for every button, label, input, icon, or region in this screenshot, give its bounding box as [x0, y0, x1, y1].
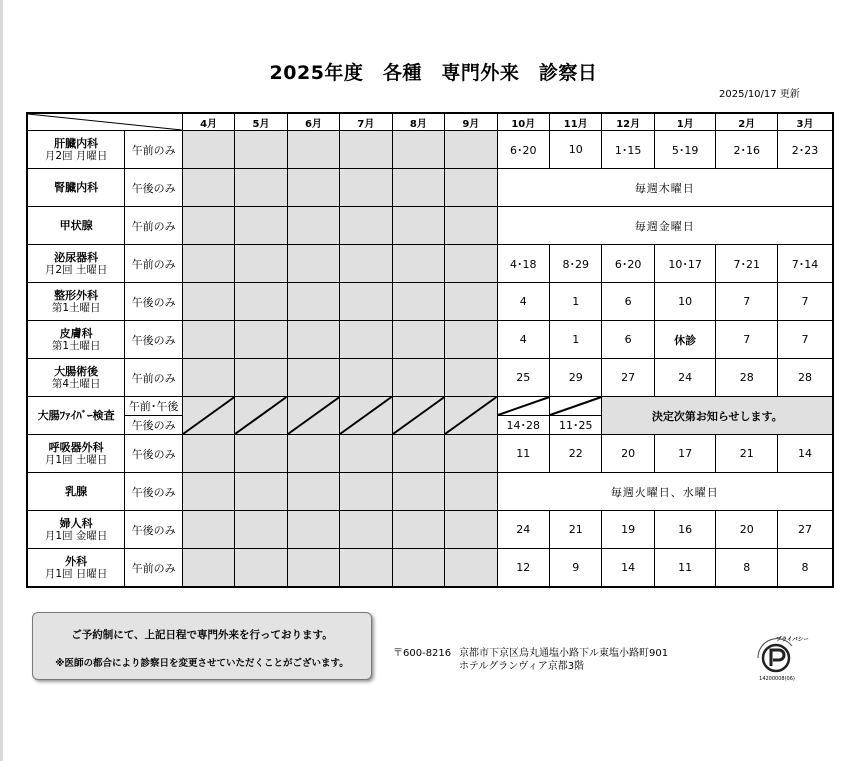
session-time: 午後のみ	[125, 416, 182, 435]
session-time: 午後のみ	[125, 511, 182, 549]
past-month-cell	[287, 131, 339, 169]
date-cell: 20	[716, 511, 778, 549]
updated-date: 2025/10/17 更新	[719, 89, 800, 100]
department-schedule: 月1回 日曜日	[44, 567, 108, 580]
date-cell: 11	[654, 549, 716, 588]
date-cell: 5･19	[654, 131, 716, 169]
session-time: 午後のみ	[125, 169, 182, 207]
past-month-cell	[235, 283, 287, 321]
page-title: 2025年度 各種 専門外来 診察日	[269, 62, 598, 84]
date-cell: 11	[497, 435, 549, 473]
past-month-cell	[287, 245, 339, 283]
past-month-cell	[340, 245, 392, 283]
date-cell: 20	[602, 435, 654, 473]
department-name	[27, 283, 125, 321]
date-cell: 10	[654, 283, 716, 321]
address-block	[393, 647, 668, 673]
department-name	[27, 207, 125, 245]
department-label: 腎臓内科	[54, 181, 99, 194]
weekly-schedule: 毎週木曜日	[497, 169, 833, 207]
date-cell: 7	[716, 283, 778, 321]
past-month-cell	[392, 245, 444, 283]
not-applicable-cell	[550, 397, 602, 416]
department-name	[27, 549, 125, 588]
month-header: 11月	[550, 113, 602, 131]
department-name	[27, 435, 125, 473]
past-month-cell	[340, 511, 392, 549]
department-schedule: 第1土曜日	[51, 301, 101, 314]
past-month-cell	[287, 359, 339, 397]
schedule-row	[27, 169, 833, 207]
past-month-cell	[182, 511, 234, 549]
month-header: 8月	[392, 113, 444, 131]
past-month-cell	[182, 473, 234, 511]
schedule-row	[27, 359, 833, 397]
date-cell: 7･21	[716, 245, 778, 283]
department-name	[27, 511, 125, 549]
past-month-cell	[235, 321, 287, 359]
schedule-row	[27, 321, 833, 359]
schedule-table	[26, 112, 834, 588]
not-applicable-cell	[182, 397, 234, 435]
department-label: 泌尿器科	[54, 250, 99, 264]
session-time: 午前のみ	[125, 245, 182, 283]
past-month-cell	[287, 321, 339, 359]
date-cell: 17	[654, 435, 716, 473]
past-month-cell	[287, 511, 339, 549]
month-header: 9月	[445, 113, 497, 131]
past-month-cell	[287, 207, 339, 245]
address-line-2: ホテルグランヴィア京都3階	[459, 661, 585, 672]
month-header: 7月	[340, 113, 392, 131]
month-header: 6月	[287, 113, 339, 131]
session-time: 午前のみ	[125, 131, 182, 169]
past-month-cell	[392, 207, 444, 245]
past-month-cell	[445, 283, 497, 321]
date-cell: 7･14	[777, 245, 833, 283]
past-month-cell	[182, 169, 234, 207]
not-applicable-cell	[497, 397, 549, 416]
past-month-cell	[445, 131, 497, 169]
not-applicable-cell	[340, 397, 392, 435]
past-month-cell	[287, 473, 339, 511]
past-month-cell	[340, 549, 392, 588]
month-header: 2月	[716, 113, 778, 131]
month-header: 3月	[777, 113, 833, 131]
left-edge-strip	[0, 0, 3, 761]
month-header: 4月	[182, 113, 234, 131]
past-month-cell	[392, 435, 444, 473]
not-applicable-cell	[235, 397, 287, 435]
date-cell: 14	[777, 435, 833, 473]
weekly-schedule: 毎週火曜日、水曜日	[497, 473, 833, 511]
not-applicable-cell	[287, 397, 339, 435]
past-month-cell	[182, 207, 234, 245]
past-month-cell	[340, 131, 392, 169]
date-cell: 16	[654, 511, 716, 549]
department-schedule: 第4土曜日	[51, 377, 101, 390]
not-applicable-cell	[392, 397, 444, 435]
schedule-row	[27, 245, 833, 283]
month-header: 10月	[497, 113, 549, 131]
date-cell: 8･29	[550, 245, 602, 283]
past-month-cell	[287, 549, 339, 588]
date-cell: 8	[716, 549, 778, 588]
past-month-cell	[445, 511, 497, 549]
date-cell: 7	[777, 283, 833, 321]
department-label: 婦人科	[59, 516, 93, 530]
department-label: 皮膚科	[59, 326, 93, 340]
date-cell: 12	[497, 549, 549, 588]
past-month-cell	[340, 207, 392, 245]
past-month-cell	[235, 169, 287, 207]
date-cell: 4･18	[497, 245, 549, 283]
date-cell: 4	[497, 321, 549, 359]
past-month-cell	[392, 131, 444, 169]
past-month-cell	[392, 473, 444, 511]
past-month-cell	[392, 169, 444, 207]
date-cell: 21	[716, 435, 778, 473]
month-header: 1月	[654, 113, 716, 131]
department-label: 外科	[65, 554, 88, 568]
postal-code: 〒600-8216	[393, 648, 452, 659]
past-month-cell	[182, 321, 234, 359]
department-name	[27, 397, 125, 435]
svg-text:14200008(06): 14200008(06)	[759, 676, 795, 682]
past-month-cell	[340, 169, 392, 207]
notice-line-1: ご予約制にて、上記日程で専門外来を行っております。	[71, 629, 333, 641]
session-time: 午後のみ	[125, 473, 182, 511]
department-label: 呼吸器外科	[48, 440, 104, 454]
past-month-cell	[445, 435, 497, 473]
privacy-mark-logo	[752, 634, 809, 682]
date-cell: 6･20	[497, 131, 549, 169]
notice-line-2: ※医師の都合により診察日を変更させていただくことがございます。	[55, 658, 349, 669]
department-schedule: 第1土曜日	[51, 339, 101, 352]
department-label: 甲状腺	[59, 219, 93, 232]
date-cell: 22	[550, 435, 602, 473]
department-name	[27, 321, 125, 359]
weekly-schedule: 毎週金曜日	[497, 207, 833, 245]
date-cell: 25	[497, 359, 549, 397]
date-cell: 24	[654, 359, 716, 397]
date-cell: 14	[602, 549, 654, 588]
date-cell: 11･25	[550, 416, 602, 435]
past-month-cell	[445, 169, 497, 207]
header-row	[27, 113, 833, 131]
date-cell: 2･23	[777, 131, 833, 169]
department-label: 整形外科	[54, 288, 99, 302]
department-label: 乳腺	[65, 485, 88, 498]
date-cell: 28	[716, 359, 778, 397]
month-header: 12月	[602, 113, 654, 131]
past-month-cell	[340, 321, 392, 359]
date-cell: 1･15	[602, 131, 654, 169]
past-month-cell	[392, 511, 444, 549]
past-month-cell	[182, 359, 234, 397]
past-month-cell	[235, 435, 287, 473]
past-month-cell	[340, 359, 392, 397]
date-cell: 1	[550, 321, 602, 359]
past-month-cell	[182, 283, 234, 321]
past-month-cell	[182, 131, 234, 169]
past-month-cell	[392, 283, 444, 321]
date-cell: 24	[497, 511, 549, 549]
past-month-cell	[287, 283, 339, 321]
past-month-cell	[235, 245, 287, 283]
past-month-cell	[340, 435, 392, 473]
date-cell: 1	[550, 283, 602, 321]
past-month-cell	[235, 549, 287, 588]
to-be-announced: 決定次第お知らせします。	[602, 397, 833, 435]
past-month-cell	[182, 435, 234, 473]
date-cell: 14･28	[497, 416, 549, 435]
month-header: 5月	[235, 113, 287, 131]
past-month-cell	[392, 321, 444, 359]
date-cell: 4	[497, 283, 549, 321]
schedule-row	[27, 207, 833, 245]
past-month-cell	[340, 473, 392, 511]
department-schedule: 月1回 金曜日	[44, 529, 108, 542]
past-month-cell	[445, 321, 497, 359]
past-month-cell	[445, 473, 497, 511]
date-cell: 6･20	[602, 245, 654, 283]
date-cell: 7	[716, 321, 778, 359]
past-month-cell	[182, 245, 234, 283]
department-schedule: 月1回 土曜日	[44, 453, 108, 466]
date-cell: 28	[777, 359, 833, 397]
schedule-row	[27, 511, 833, 549]
date-cell: 27	[602, 359, 654, 397]
past-month-cell	[235, 207, 287, 245]
department-name	[27, 473, 125, 511]
date-cell: 8	[777, 549, 833, 588]
department-name	[27, 359, 125, 397]
department-name	[27, 131, 125, 169]
svg-text:プライバシー: プライバシー	[776, 637, 809, 643]
address-line-1: 京都市下京区烏丸通塩小路下ル東塩小路町901	[459, 648, 669, 659]
session-time: 午後のみ	[125, 321, 182, 359]
session-time: 午前のみ	[125, 549, 182, 588]
date-cell: 27	[777, 511, 833, 549]
header-corner	[27, 113, 182, 131]
department-label: 肝臓内科	[54, 136, 99, 150]
department-schedule: 月2回 月曜日	[44, 149, 108, 162]
past-month-cell	[235, 473, 287, 511]
past-month-cell	[445, 549, 497, 588]
department-name	[27, 245, 125, 283]
schedule-row	[27, 283, 833, 321]
date-cell: 2･16	[716, 131, 778, 169]
session-time: 午前のみ	[125, 359, 182, 397]
past-month-cell	[235, 131, 287, 169]
past-month-cell	[235, 359, 287, 397]
not-applicable-cell	[445, 397, 497, 435]
date-cell: 10	[550, 131, 602, 169]
past-month-cell	[182, 549, 234, 588]
date-cell: 21	[550, 511, 602, 549]
session-time: 午後のみ	[125, 283, 182, 321]
schedule-row	[27, 473, 833, 511]
past-month-cell	[287, 169, 339, 207]
past-month-cell	[445, 207, 497, 245]
past-month-cell	[445, 359, 497, 397]
past-month-cell	[287, 435, 339, 473]
notice-box	[32, 612, 372, 680]
past-month-cell	[392, 549, 444, 588]
department-label: 大腸術後	[54, 364, 99, 378]
past-month-cell	[235, 511, 287, 549]
date-cell: 29	[550, 359, 602, 397]
past-month-cell	[340, 283, 392, 321]
session-time: 午前のみ	[125, 207, 182, 245]
date-cell: 7	[777, 321, 833, 359]
department-label: 大腸ﾌｧｲﾊﾞｰ検査	[37, 409, 115, 422]
department-schedule: 月2回 土曜日	[44, 263, 108, 276]
date-cell: 6	[602, 283, 654, 321]
schedule-row	[27, 435, 833, 473]
session-time: 午前･午後	[125, 397, 182, 416]
past-month-cell	[392, 359, 444, 397]
department-name	[27, 169, 125, 207]
schedule-row	[27, 549, 833, 588]
schedule-row	[27, 131, 833, 169]
date-cell: 6	[602, 321, 654, 359]
past-month-cell	[445, 245, 497, 283]
date-cell: 休診	[654, 321, 716, 359]
session-time: 午後のみ	[125, 435, 182, 473]
date-cell: 9	[550, 549, 602, 588]
date-cell: 19	[602, 511, 654, 549]
date-cell: 10･17	[654, 245, 716, 283]
fiber-row-am-pm	[27, 397, 833, 416]
